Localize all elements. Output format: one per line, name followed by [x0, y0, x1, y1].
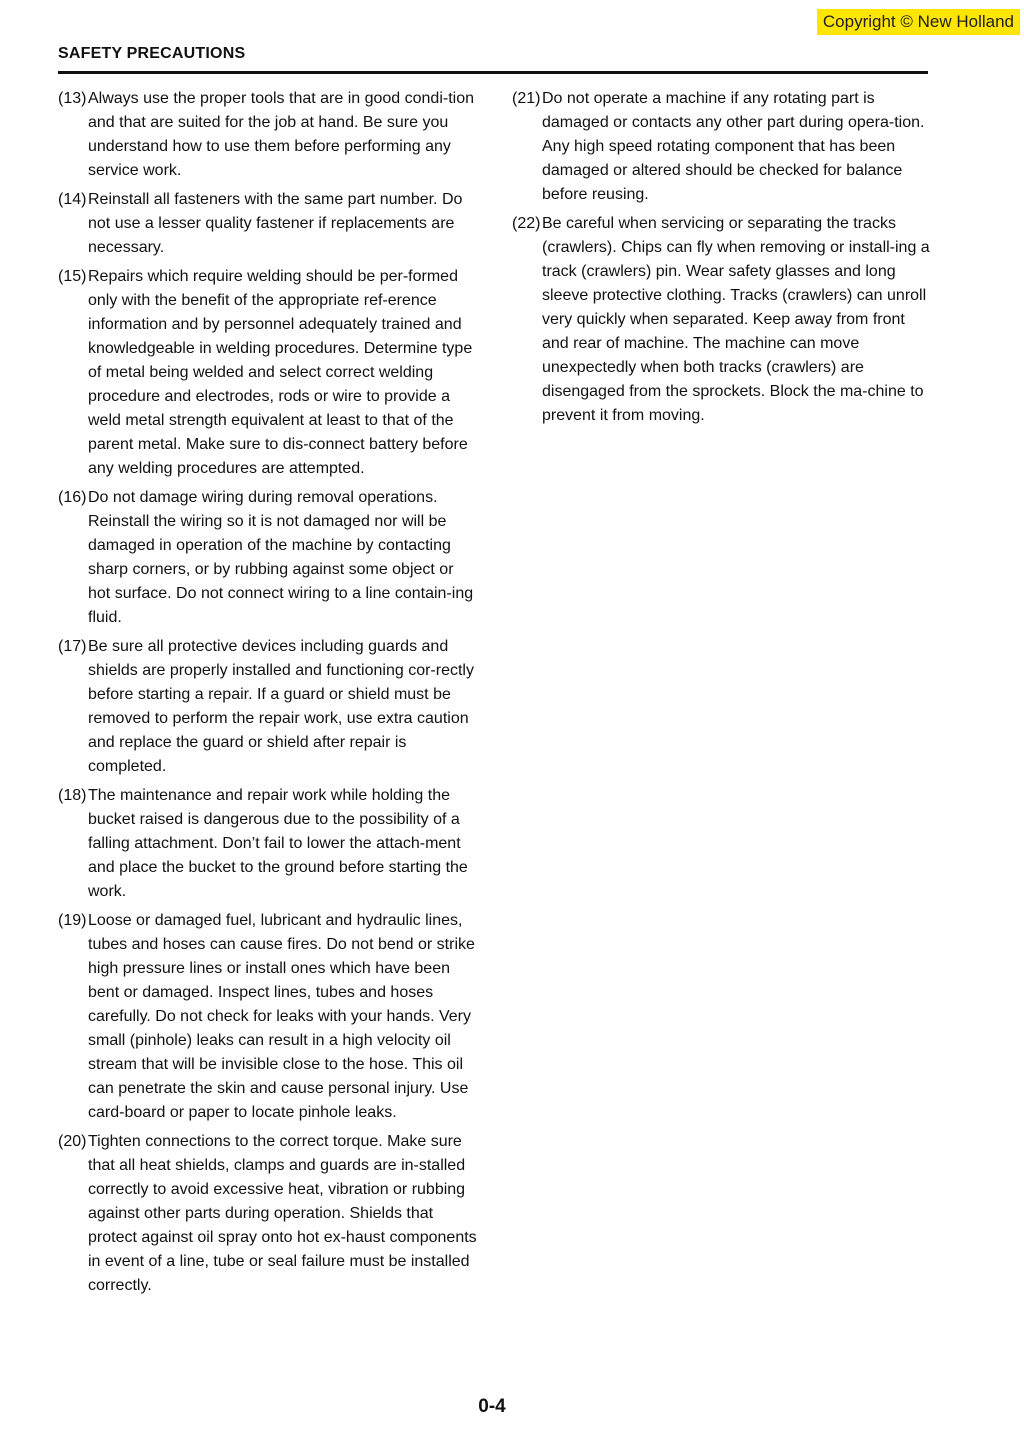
item-text: Always use the proper tools that are in good condi-tion and that are suited for the job at hand. Be sure you understand how to use them before performing any service work.: [88, 90, 475, 179]
list-item: [58, 635, 478, 779]
right-column: [512, 87, 932, 433]
item-number: (15): [58, 268, 87, 285]
item-number: (18): [58, 787, 87, 804]
page-header: [58, 44, 928, 74]
item-number: (17): [58, 638, 87, 655]
item-number: (13): [58, 90, 87, 107]
item-number: (16): [58, 489, 87, 506]
copyright-badge: Copyright © New Holland: [817, 9, 1020, 35]
item-number: (20): [58, 1133, 87, 1150]
item-text: The maintenance and repair work while holding the bucket raised is dangerous due to the possibility of a falling attachment. Don’t fail to lower the attach-ment and place the bucket to the ground before starting the work.: [88, 787, 468, 900]
list-item: [512, 87, 932, 207]
list-item: [58, 784, 478, 904]
item-text: Repairs which require welding should be per-formed only with the benefit of the appropriate ref-erence information and by personnel adequately trained and knowledgeable in welding procedures. Determine type of metal being welded and select correct welding procedure and electrodes, rods or wire to provide a weld metal strength equivalent at least to that of the parent metal. Make sure to dis-connect battery before any welding procedures are attempted.: [88, 268, 473, 477]
item-number: (21): [512, 90, 541, 107]
list-item: [58, 909, 478, 1125]
item-text: Reinstall all fasteners with the same part number. Do not use a lesser quality fastener if replacements are necessary.: [88, 191, 463, 256]
list-item: [512, 212, 932, 428]
section-title: SAFETY PRECAUTIONS: [58, 45, 246, 62]
list-item: [58, 87, 478, 183]
item-text: Be sure all protective devices including guards and shields are properly installed and functioning cor-rectly before starting a repair. If a guard or shield must be removed to perform the repair work, use extra caution and replace the guard or shield after repair is completed.: [88, 638, 474, 775]
left-column: [58, 87, 478, 1303]
list-item: [58, 486, 478, 630]
list-item: [58, 265, 478, 481]
page-number: 0-4: [478, 1396, 506, 1417]
list-item: [58, 1130, 478, 1298]
item-number: (14): [58, 191, 87, 208]
item-text: Do not operate a machine if any rotating part is damaged or contacts any other part during opera-tion. Any high speed rotating component that has been damaged or altered should be checked for balance before reusing.: [542, 90, 925, 203]
item-text: Do not damage wiring during removal operations. Reinstall the wiring so it is not damaged nor will be damaged in operation of the machine by contacting sharp corners, or by rubbing against some object or hot surface. Do not connect wiring to a line contain-ing fluid.: [88, 489, 474, 626]
item-number: (19): [58, 912, 87, 929]
item-text: Be careful when servicing or separating the tracks (crawlers). Chips can fly when removing or install-ing a track (crawlers) pin. Wear safety glasses and long sleeve protective clothing. Tracks (crawlers) can unroll very quickly when separated. Keep away from front and rear of machine. The machine can move unexpectedly when both tracks (crawlers) are disengaged from the sprockets. Block the ma-chine to prevent it from moving.: [542, 215, 930, 424]
item-number: (22): [512, 215, 541, 232]
item-text: Loose or damaged fuel, lubricant and hydraulic lines, tubes and hoses can cause fires. Do not bend or strike high pressure lines or install ones which have been bent or damaged. Inspect lines, tubes and hoses carefully. Do not check for leaks with your hands. Very small (pinhole) leaks can result in a high velocity oil stream that will be invisible close to the hose. This oil can penetrate the skin and cause personal injury. Use card-board or paper to locate pinhole leaks.: [88, 912, 475, 1121]
item-text: Tighten connections to the correct torque. Make sure that all heat shields, clamps and guards are in-stalled correctly to avoid excessive heat, vibration or rubbing against other parts during operation. Shields that protect against oil spray onto hot ex-haust components in event of a line, tube or seal failure must be installed correctly.: [88, 1133, 477, 1294]
list-item: [58, 188, 478, 260]
